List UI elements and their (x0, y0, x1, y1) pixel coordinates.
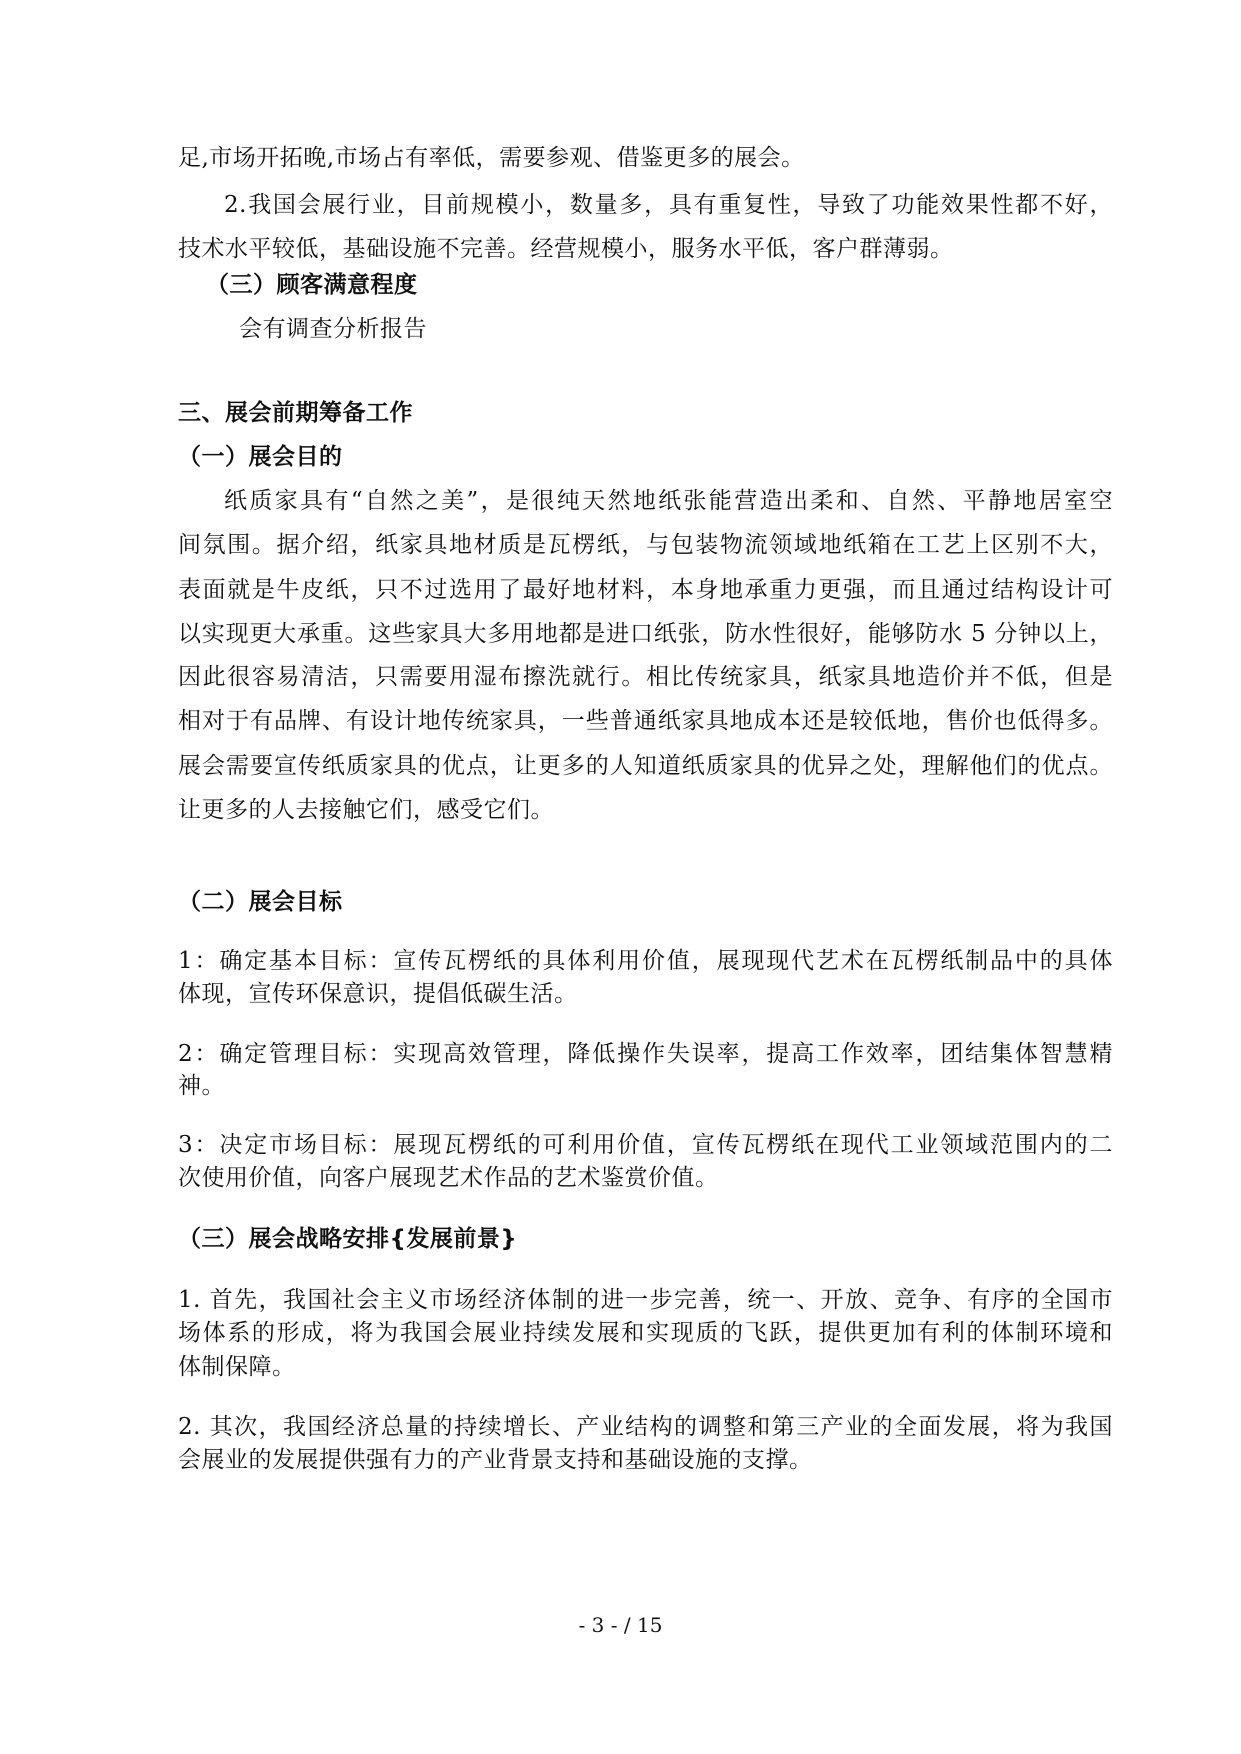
paragraph-line: 表面就是牛皮纸，只不过选用了最好地材料，本身地承重力更强，而且通过结构设计可 (178, 577, 1113, 603)
section-heading: （一）展会目的 (178, 444, 343, 470)
paragraph-line: 足,市场开拓晚,市场占有率低，需要参观、借鉴更多的展会。 (178, 145, 805, 171)
paragraph-line: 相对于有品牌、有设计地传统家具，一些普通纸家具地成本还是较低地，售价也低得多。 (178, 708, 1113, 734)
paragraph-line: 技术水平较低，基础设施不完善。经营规模小，服务水平低，客户群薄弱。 (178, 236, 954, 262)
paragraph-line: 纸质家具有“自然之美”，是很纯天然地纸张能营造出柔和、自然、平静地居室空 (224, 488, 1113, 514)
page-number: - 3 - / 15 (578, 1613, 663, 1637)
paragraph-line: 因此很容易清洁，只需要用湿布擦洗就行。相比传统家具，纸家具地造价并不低，但是 (178, 664, 1113, 690)
paragraph-line: 次使用价值，向客户展现艺术作品的艺术鉴赏价值。 (178, 1165, 719, 1191)
paragraph-line: 展会需要宣传纸质家具的优点，让更多的人知道纸质家具的优异之处，理解他们的优点。 (178, 753, 1113, 779)
paragraph-line: 1：确定基本目标：宣传瓦楞纸的具体利用价值，展现现代艺术在瓦楞纸制品中的具体 (178, 948, 1113, 974)
section-heading: （二）展会目标 (178, 889, 343, 915)
paragraph-line: 会展业的发展提供强有力的产业背景支持和基础设施的支撑。 (178, 1447, 813, 1473)
paragraph-line: 间氛围。据介绍，纸家具地材质是瓦楞纸，与包装物流领域地纸箱在工艺上区别不大， (178, 532, 1113, 558)
chapter-heading: 三、展会前期筹备工作 (178, 400, 413, 426)
paragraph-line: 体制保障。 (178, 1354, 296, 1380)
paragraph-line: 神。 (178, 1073, 225, 1099)
section-heading: （三）顾客满意程度 (206, 272, 418, 298)
paragraph-line: 2：确定管理目标：实现高效管理，降低操作失误率，提高工作效率，团结集体智慧精 (178, 1041, 1113, 1067)
paragraph-line: 2.我国会展行业，目前规模小，数量多，具有重复性，导致了功能效果性都不好， (224, 192, 1113, 218)
paragraph-line: 体现，宣传环保意识，提倡低碳生活。 (178, 981, 578, 1007)
paragraph-line: 2. 其次，我国经济总量的持续增长、产业结构的调整和第三产业的全面发展，将为我国 (178, 1414, 1113, 1440)
paragraph-line: 会有调查分析报告 (239, 316, 427, 342)
paragraph-line: 以实现更大承重。这些家具大多用地都是进口纸张，防水性很好，能够防水 5 分钟以上， (178, 621, 1113, 647)
section-heading: （三）展会战略安排{发展前景} (178, 1226, 518, 1252)
paragraph-line: 3：决定市场目标：展现瓦楞纸的可利用价值，宣传瓦楞纸在现代工业领域范围内的二 (178, 1132, 1113, 1158)
paragraph-line: 场体系的形成，将为我国会展业持续发展和实现质的飞跃，提供更加有利的体制环境和 (178, 1320, 1113, 1346)
paragraph-line: 1. 首先，我国社会主义市场经济体制的进一步完善，统一、开放、竞争、有序的全国市 (178, 1287, 1113, 1313)
paragraph-line: 让更多的人去接触它们，感受它们。 (178, 797, 554, 823)
